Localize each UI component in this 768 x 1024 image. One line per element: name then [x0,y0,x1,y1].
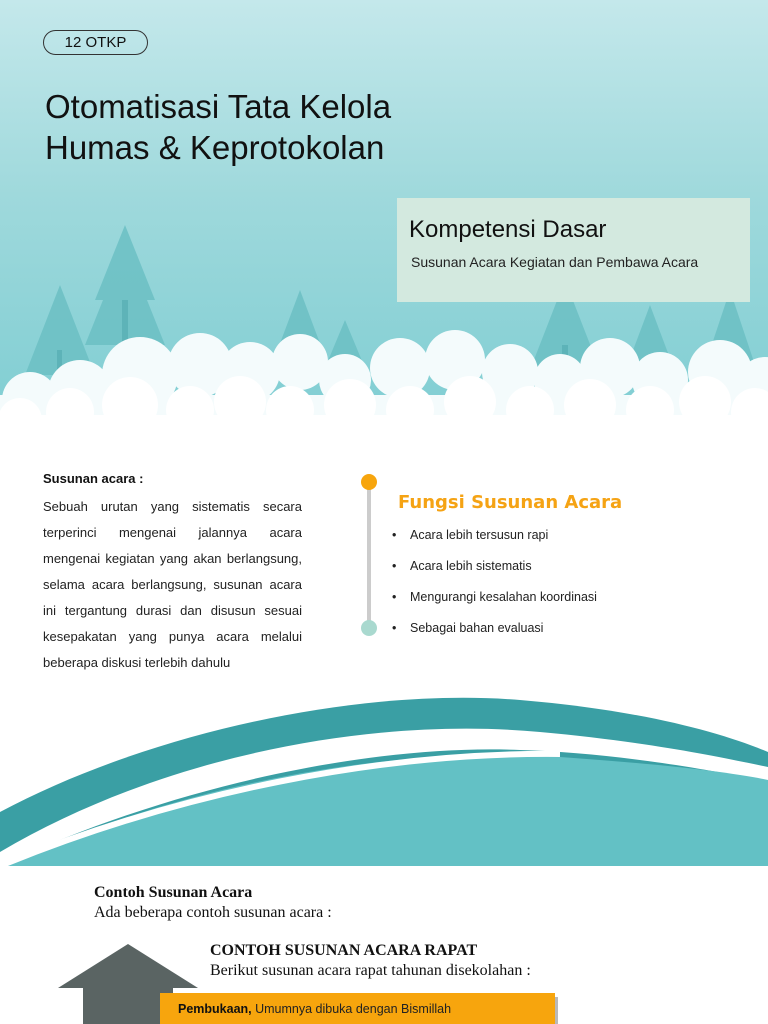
timeline-dot-start [361,474,377,490]
title-line-1: Otomatisasi Tata Kelola [45,88,392,125]
timeline-dot-end [361,620,377,636]
page-title [45,86,391,168]
list-item: • Acara lebih tersusun rapi [392,528,549,542]
definition-heading: Susunan acara : [43,471,144,486]
example-title: Contoh Susunan Acara [94,884,253,901]
example-subtitle: Ada beberapa contoh susunan acara : [94,904,332,921]
fungsi-list [392,528,597,652]
definition-slide [0,432,768,866]
timeline-line [367,484,371,627]
list-item: • Mengurangi kesalahan koordinasi [392,590,597,604]
step-description: Umumnya dibuka dengan Bismillah [251,1002,452,1016]
fungsi-title: Fungsi Susunan Acara [398,492,623,513]
kompetensi-box [397,198,750,302]
bullet-icon: • [392,621,397,635]
title-line-2: Humas & Keprotokolan [45,129,385,166]
step-text [178,1002,451,1016]
bullet-icon: • [392,559,397,573]
kompetensi-title: Kompetensi Dasar [409,216,607,243]
list-item: • Sebagai bahan evaluasi [392,621,544,635]
bullet-icon: • [392,590,397,604]
step-label: Pembukaan, [178,1002,252,1016]
title-slide [0,0,768,432]
rapat-title: CONTOH SUSUNAN ACARA RAPAT [210,942,478,959]
bullet-icon: • [392,528,397,542]
class-badge: 12 OTKP [43,30,148,55]
definition-text: Sebuah urutan yang sistematis secara terperinci mengenai jalannya acara mengenai kegiatan yang akan berlangsung, selama acara berlangsung, susunan acara ini tergantung durasi dan disusun sesuai kesepakatan yang punya acara melalui beberapa diskusi terlebih dahulu [43,499,302,670]
list-item: • Acara lebih sistematis [392,559,532,573]
kompetensi-subtitle: Susunan Acara Kegiatan dan Pembawa Acara [411,254,699,270]
rapat-subtitle: Berikut susunan acara rapat tahunan disekolahan : [210,962,531,979]
example-slide [0,866,768,1024]
